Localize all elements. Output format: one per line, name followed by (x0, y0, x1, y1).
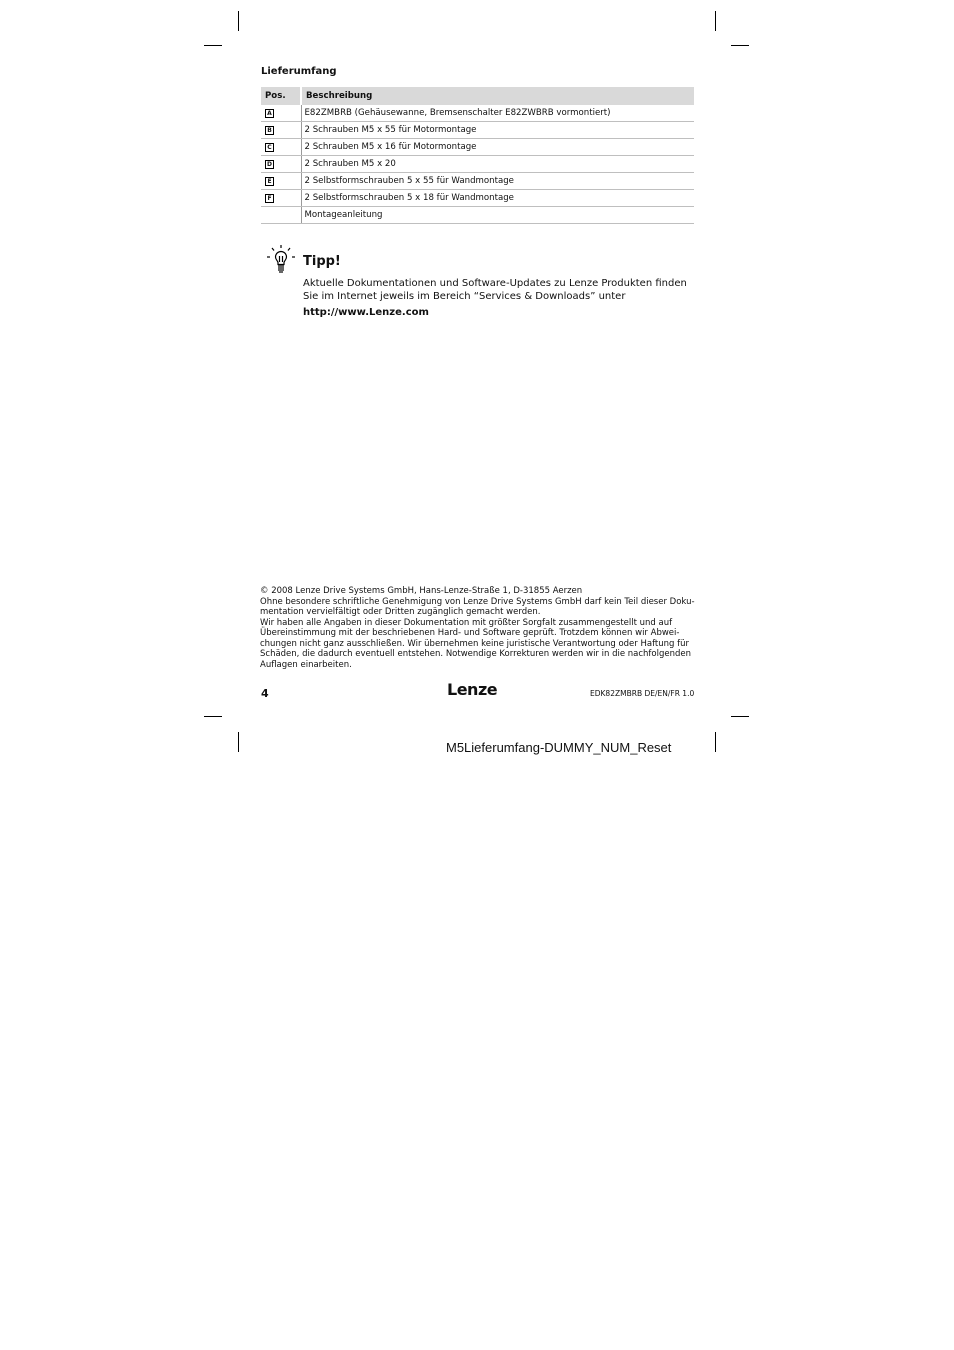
legal-line: mentation vervielfältigt oder Dritten zugänglich gemacht werden. (260, 607, 541, 617)
page-footer-label: M5Lieferumfang-DUMMY_NUM_Reset (446, 740, 672, 755)
tip-line: Aktuelle Dokumentationen und Software-Updates zu Lenze Produkten finden (303, 278, 687, 289)
table-row (261, 105, 694, 122)
row-description: 2 Selbstformschrauben 5 x 18 für Wandmontage (301, 190, 694, 207)
pos-marker: E (265, 177, 274, 186)
section-title: Lieferumfang (261, 66, 337, 77)
row-description: Montageanleitung (301, 207, 694, 224)
crop-mark-top-left-v (238, 11, 239, 31)
legal-line: Auflagen einarbeiten. (260, 659, 352, 670)
legal-line: chungen nicht ganz ausschließen. Wir übernehmen keine juristische Verantwortung oder Haftung für (260, 638, 690, 649)
column-header-desc: Beschreibung (301, 87, 694, 105)
table-row (261, 156, 694, 173)
lenze-logo: Lenze (447, 680, 498, 699)
table-row (261, 207, 694, 224)
legal-line: Ohne besondere schriftliche Genehmigung von Lenze Drive Systems GmbH darf kein Teil dieser Doku- (260, 596, 695, 607)
lenze-website-link[interactable]: http://www.Lenze.com (303, 307, 429, 318)
lightbulb-icon (265, 244, 297, 276)
tip-line: Sie im Internet jeweils im Bereich “Services & Downloads” unter (303, 291, 626, 302)
row-pos-empty (261, 207, 301, 224)
page-number: 4 (261, 687, 269, 700)
pos-marker: C (265, 143, 274, 152)
table-row (261, 122, 694, 139)
legal-notice (260, 586, 700, 670)
row-description: E82ZMBRB (Gehäusewanne, Bremsenschalter E82ZWBRB vormontiert) (301, 105, 694, 122)
pos-marker: A (265, 109, 274, 118)
pos-marker: D (265, 160, 274, 169)
pos-marker: B (265, 126, 274, 135)
scope-of-delivery-table (261, 87, 694, 224)
crop-mark-bottom-left-v (238, 732, 239, 752)
crop-mark-top-right-h (731, 45, 749, 46)
crop-mark-bottom-left-h (204, 716, 222, 717)
table-row (261, 190, 694, 207)
row-description: 2 Schrauben M5 x 20 (301, 156, 694, 173)
document-reference: EDK82ZMBRB DE/EN/FR 1.0 (590, 689, 695, 698)
tip-body (303, 277, 703, 303)
crop-mark-bottom-right-h (731, 716, 749, 717)
row-description: 2 Schrauben M5 x 16 für Motormontage (301, 139, 694, 156)
pos-marker: F (265, 194, 274, 203)
legal-line: Wir haben alle Angaben in dieser Dokumentation mit größter Sorgfalt zusammengestellt und auf (260, 617, 673, 628)
table-row (261, 139, 694, 156)
legal-line: © 2008 Lenze Drive Systems GmbH, Hans-Lenze-Straße 1, D-31855 Aerzen (260, 586, 583, 596)
crop-mark-top-right-v (715, 11, 716, 31)
legal-line: Schäden, die dadurch eventuell entstehen. Notwendige Korrekturen werden wir in die nachfolgenden (260, 649, 691, 659)
crop-mark-bottom-right-v (715, 732, 716, 752)
crop-mark-top-left-h (204, 45, 222, 46)
tip-title: Tipp! (303, 254, 341, 269)
row-description: 2 Schrauben M5 x 55 für Motormontage (301, 122, 694, 139)
table-row (261, 173, 694, 190)
table-header-row (261, 87, 694, 105)
column-header-pos: Pos. (261, 87, 301, 105)
legal-line: Übereinstimmung mit der beschriebenen Hard- und Software geprüft. Trotzdem können wir Abwei- (260, 628, 680, 638)
row-description: 2 Selbstformschrauben 5 x 55 für Wandmontage (301, 173, 694, 190)
